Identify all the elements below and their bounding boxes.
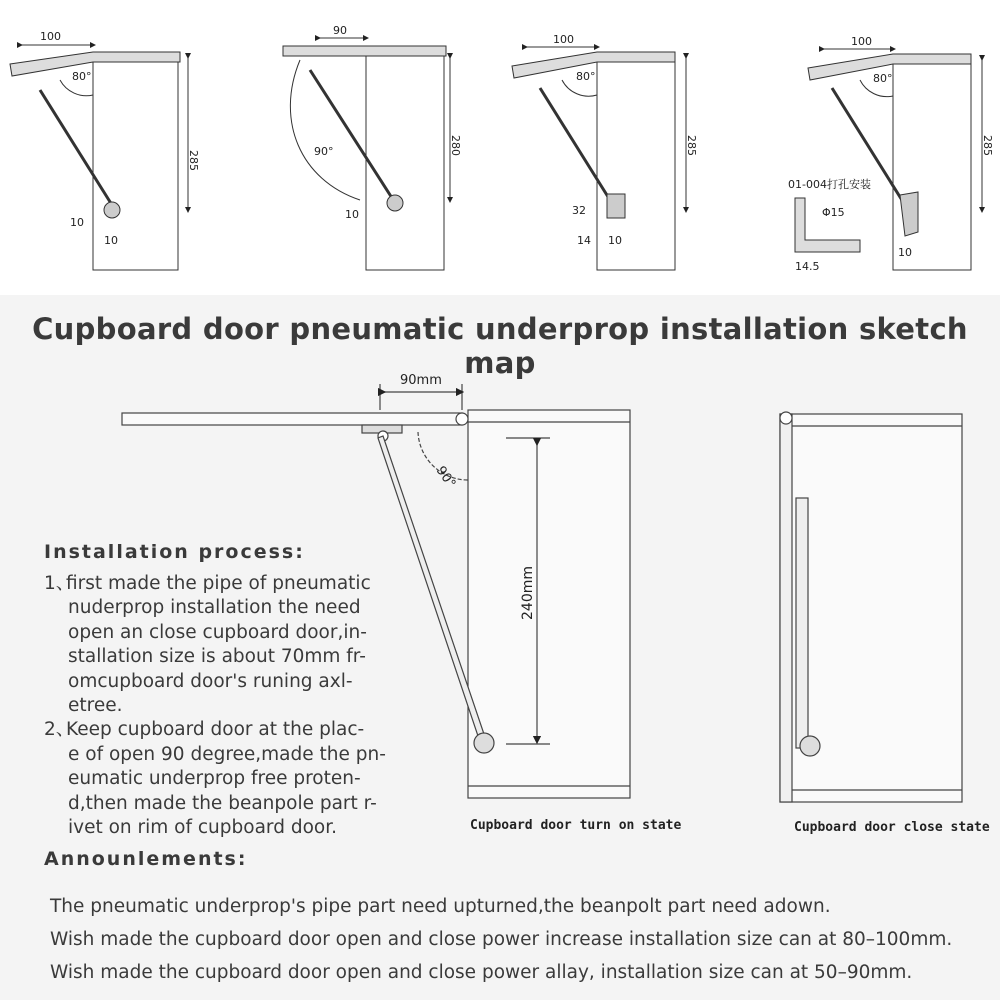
svg-text:80°: 80°	[72, 70, 92, 83]
svg-text:10: 10	[898, 246, 912, 259]
svg-text:240mm: 240mm	[520, 566, 536, 620]
svg-text:285: 285	[187, 150, 200, 171]
sketch-panel-2	[283, 38, 450, 270]
svg-text:100: 100	[851, 35, 872, 48]
svg-text:90: 90	[333, 24, 347, 37]
svg-text:100: 100	[40, 30, 61, 43]
gas-strut-closed	[796, 498, 808, 748]
diagram-title: Cupboard door pneumatic underprop installation sketch map	[32, 312, 968, 380]
top-sketch-strip	[0, 0, 1000, 290]
svg-text:10: 10	[104, 234, 118, 247]
svg-text:Φ15: Φ15	[822, 206, 845, 219]
svg-text:280: 280	[449, 135, 462, 156]
svg-text:90°: 90°	[314, 145, 334, 158]
sketch-panel-3	[512, 47, 686, 270]
svg-text:90°: 90°	[432, 463, 459, 492]
svg-text:10: 10	[608, 234, 622, 247]
sketch-panel-1	[10, 45, 188, 270]
top-sketches	[0, 0, 1000, 290]
svg-text:285: 285	[981, 135, 994, 156]
step-2: 2、Keep cupboard door at the plac- e of open 90 degree,made the pn- eumatic underprop free proten- d,then made the beanpole part r- ivet on rim of cupboard door.	[44, 719, 386, 839]
open-state-caption: Cupboard door turn on state	[470, 818, 682, 833]
svg-text:32: 32	[572, 204, 586, 217]
svg-text:10: 10	[70, 216, 84, 229]
installation-heading: Installation process:	[44, 541, 305, 563]
close-state-caption: Cupboard door close state	[794, 820, 990, 835]
svg-text:285: 285	[685, 135, 698, 156]
announcements-heading: Announlements:	[44, 848, 248, 870]
open-door-panel	[122, 413, 462, 425]
svg-text:80°: 80°	[873, 72, 893, 85]
svg-text:10: 10	[345, 208, 359, 221]
announcement-line: The pneumatic underprop's pipe part need upturned,the beanpolt part need adown.	[50, 896, 831, 917]
announcements-list	[50, 890, 990, 989]
installation-steps	[44, 572, 424, 840]
svg-text:80°: 80°	[576, 70, 596, 83]
svg-text:14.5: 14.5	[795, 260, 820, 273]
svg-text:100: 100	[553, 33, 574, 46]
svg-text:14: 14	[577, 234, 591, 247]
announcement-line: Wish made the cupboard door open and close power increase installation size can at 80–100mm.	[50, 929, 953, 950]
announcement-line: Wish made the cupboard door open and close power allay, installation size can at 50–90mm.	[50, 962, 913, 983]
svg-text:90mm: 90mm	[400, 373, 442, 388]
svg-text:01-004打孔安装: 01-004打孔安装	[788, 178, 871, 191]
step-1: 1、first made the pipe of pneumatic nuderprop installation the need open an close cupboard door,in- stallation size is about 70mm fr- omcupboard door's runing axl- etree.	[44, 573, 371, 717]
